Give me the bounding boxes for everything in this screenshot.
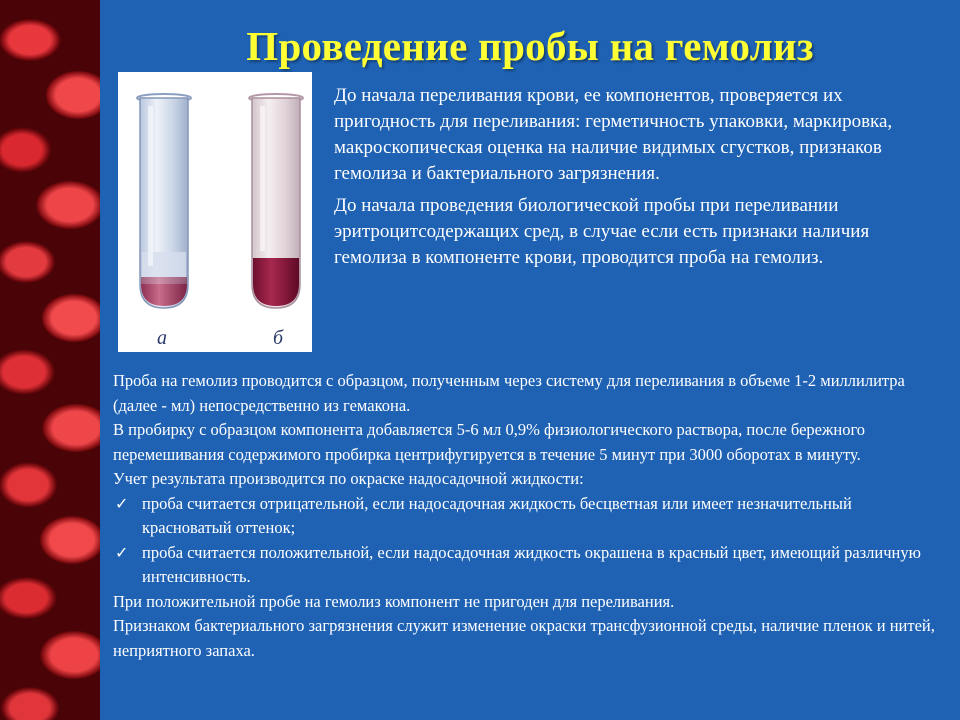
checkmark-icon: ✓ [115, 493, 129, 513]
check-item-positive-text: проба считается положительной, если надосадочная жидкость окрашена в красный цвет, имеющий различную интенсивность. [142, 542, 921, 586]
test-tube-a [137, 94, 191, 308]
procedure-paragraph-2: В пробирку с образцом компонента добавляется 5-6 мл 0,9% физиологического раствора, после бережного перемешивания содержимого пробирка центрифугируется в течение 5 минут при 3000 оборотах в минуту. [113, 420, 866, 464]
intro-paragraph-2: До начала проведения биологической пробы при переливании эритроцитсодержащих сред, в случае если есть признаки наличия гемолиза в компоненте крови, проводится проба на гемолиз. [334, 195, 870, 268]
checkmark-icon: ✓ [115, 542, 129, 562]
intro-text [334, 83, 944, 277]
page-title: Проведение пробы на гемолиз [246, 23, 814, 69]
intro-paragraph-1: До начала переливания крови, ее компонентов, проверяется их пригодность для переливания: герметичность упаковки, маркировка, макроскопическая оценка на наличие видимых сгустков, признаков гемолиза и бактериального загрязнения. [334, 85, 893, 184]
test-tubes-image [118, 72, 312, 352]
red-blood-cells-strip [0, 0, 100, 720]
procedure-paragraph-3: Учет результата производится по окраске надосадочной жидкости: [113, 469, 584, 488]
procedure-paragraph-1: Проба на гемолиз проводится с образцом, полученным через систему для переливания в объеме 1-2 миллилитра (далее - мл) непосредственно из гемакона. [113, 371, 905, 415]
check-item-positive [113, 541, 943, 590]
procedure-paragraph-4: При положительной пробе на гемолиз компонент не пригоден для переливания. [113, 591, 675, 611]
tube-label-a: а [157, 327, 167, 349]
check-item-negative-text: проба считается отрицательной, если надосадочная жидкость бесцветная или имеет незначительный красноватый оттенок; [142, 493, 852, 537]
test-tube-b [249, 94, 303, 308]
procedure-text [113, 369, 943, 663]
procedure-paragraph-5: Признаком бактериального загрязнения служит изменение окраски трансфузионной среды, наличие пленок и нитей, неприятного запаха. [113, 616, 935, 660]
tube-label-b: б [272, 327, 284, 349]
check-item-negative [113, 492, 943, 541]
